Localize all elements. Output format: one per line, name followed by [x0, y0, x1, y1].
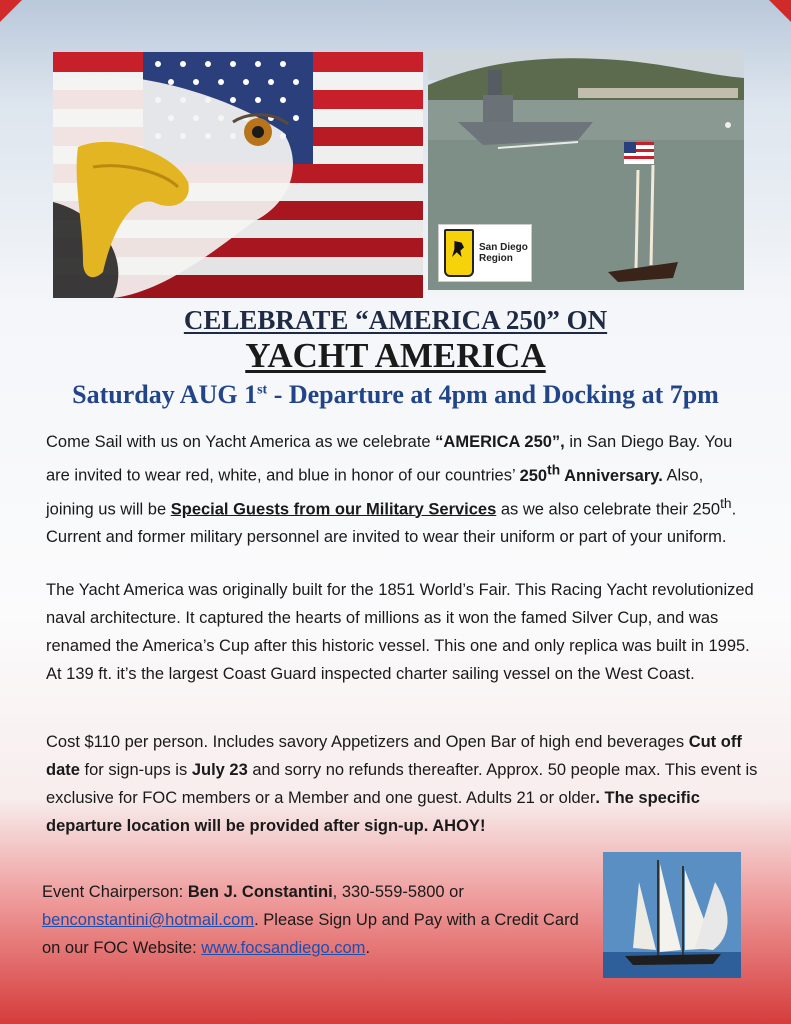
headline-yacht-america: YACHT AMERICA: [245, 336, 546, 375]
schooner-photo: [603, 852, 741, 978]
eagle-flag-photo: [53, 52, 423, 298]
email-link[interactable]: benconstantini@hotmail.com: [42, 911, 255, 929]
corner-decoration-left: [0, 0, 22, 22]
prancing-horse-icon: [444, 229, 474, 277]
intro-paragraph: Come Sail with us on Yacht America as we celebrate “AMERICA 250”, in San Diego Bay. You are invited to wear red, white, and blue in honor of our countries’ 250th Anniversary. Also, joining us will be Special Guests from our Military Services as we also celebrate their 250th. Current and former military personnel are invited to wear their uniform or part of your uniform.: [46, 433, 737, 546]
logo-line-1: San Diego: [479, 242, 528, 253]
cost-details-paragraph: Cost $110 per person. Includes savory Appetizers and Open Bar of high end beverages Cut off date for sign-ups is July 23 and sorry no refunds thereafter. Approx. 50 people max. This event is exclusive for FOC members or a Member and one guest. Adults 21 or older. The specific departure location will be provided after sign-up. AHOY!: [46, 733, 758, 835]
history-paragraph: The Yacht America was originally built for the 1851 World’s Fair. This Racing Yacht revolutionized naval architecture. It captured the hearts of millions as it won the famed Silver Cup, and was renamed the America’s Cup after this historic vessel. This one and only replica was built in 1995. At 139 ft. it’s the largest Coast Guard inspected charter sailing vessel on the West Coast.: [46, 581, 754, 683]
corner-decoration-right: [769, 0, 791, 22]
ferrari-club-logo: [438, 224, 532, 282]
contact-paragraph: Event Chairperson: Ben J. Constantini, 330-559-5800 or benconstantini@hotmail.com. Please Sign Up and Pay with a Credit Card on our FOC Website: www.focsandiego.com.: [42, 883, 579, 957]
bay-ships-photo: [428, 50, 744, 290]
event-date-time: Saturday AUG 1st - Departure at 4pm and Docking at 7pm: [72, 380, 719, 409]
headline-celebrate: CELEBRATE “AMERICA 250” ON: [183, 305, 608, 335]
logo-line-2: Region: [479, 253, 513, 264]
website-link[interactable]: www.focsandiego.com: [201, 939, 366, 957]
